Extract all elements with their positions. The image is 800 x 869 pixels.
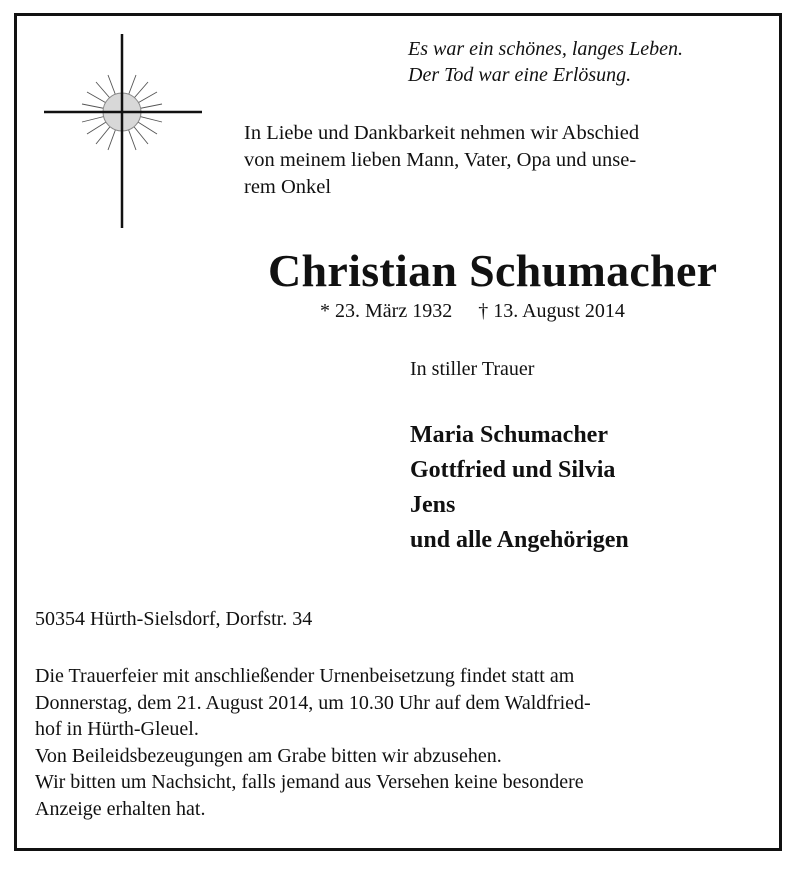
epitaph-line: Der Tod war eine Erlösung.: [408, 64, 632, 86]
notice-line: Von Beileidsbezeugungen am Grabe bitten wir abzusehen.: [35, 744, 502, 767]
family-address: 50354 Hürth-Sielsdorf, Dorfstr. 34: [35, 608, 313, 630]
epitaph-line: Es war ein schönes, langes Leben.: [408, 38, 683, 60]
deceased-name: Christian Schumacher: [268, 245, 718, 296]
intro-line: von meinem lieben Mann, Vater, Opa und unse-: [244, 149, 637, 171]
notice-line: Anzeige erhalten hat.: [35, 797, 206, 820]
mourning-heading: In stiller Trauer: [410, 358, 535, 380]
notice-line: hof in Hürth-Gleuel.: [35, 718, 199, 740]
mourner-name: Gottfried und Silvia: [410, 457, 616, 483]
cross-with-halo-icon: [44, 34, 204, 230]
life-dates: [320, 298, 625, 324]
notice-line: Die Trauerfeier mit anschließender Urnenbeisetzung findet statt am: [35, 665, 575, 687]
mourner-name: Jens: [410, 492, 456, 518]
intro-line: In Liebe und Dankbarkeit nehmen wir Abschied: [244, 122, 640, 144]
notice-line: Wir bitten um Nachsicht, falls jemand aus Versehen keine besondere: [35, 771, 584, 793]
funeral-notice: [35, 663, 591, 822]
farewell-intro: [244, 120, 639, 201]
intro-line: rem Onkel: [244, 176, 332, 198]
mourner-name: und alle Angehörigen: [410, 527, 629, 553]
mourners-list: [410, 418, 629, 558]
death-date: † 13. August 2014: [478, 300, 625, 322]
notice-line: Donnerstag, dem 21. August 2014, um 10.30 Uhr auf dem Waldfried-: [35, 691, 591, 714]
birth-date: * 23. März 1932: [320, 300, 453, 322]
epitaph-quote: [408, 36, 683, 88]
mourner-name: Maria Schumacher: [410, 422, 608, 448]
